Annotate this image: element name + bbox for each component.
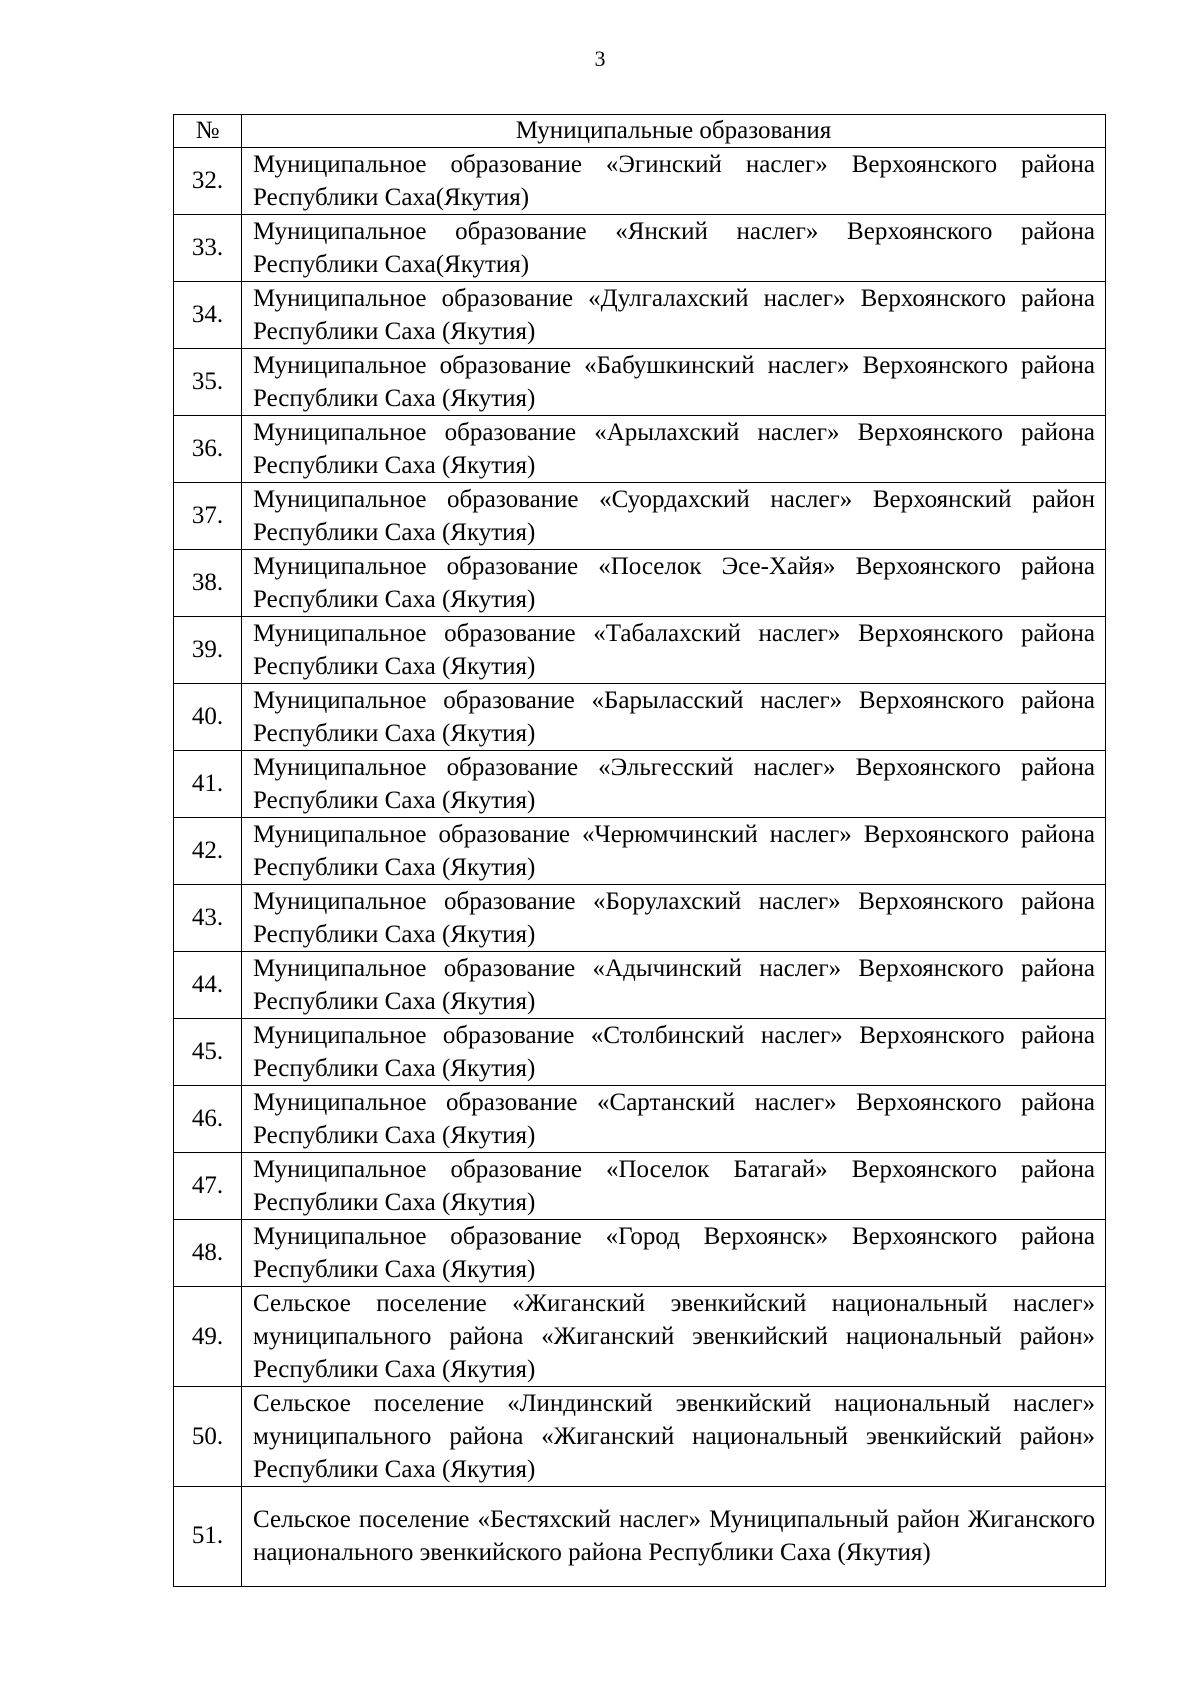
row-name: Муниципальное образование «Бабушкинский наслег» Верхоянского района Республики Саха (Якутия) bbox=[242, 349, 1106, 416]
row-name: Муниципальное образование «Столбинский наслег» Верхоянского района Республики Саха (Якутия) bbox=[242, 1019, 1106, 1086]
row-name: Муниципальное образование «Янский наслег» Верхоянского района Республики Саха(Якутия) bbox=[242, 215, 1106, 282]
table-row bbox=[174, 416, 1106, 483]
row-number: 44. bbox=[174, 952, 242, 1019]
row-name: Муниципальное образование «Поселок Батагай» Верхоянского района Республики Саха (Якутия) bbox=[242, 1153, 1106, 1220]
row-name: Муниципальное образование «Табалахский наслег» Верхоянского района Республики Саха (Якутия) bbox=[242, 617, 1106, 684]
table-row bbox=[174, 818, 1106, 885]
row-number: 50. bbox=[174, 1387, 242, 1487]
row-number: 39. bbox=[174, 617, 242, 684]
header-number: № bbox=[174, 115, 242, 148]
row-name: Муниципальное образование «Дулгалахский наслег» Верхоянского района Республики Саха (Якутия) bbox=[242, 282, 1106, 349]
row-name: Муниципальное образование «Черюмчинский наслег» Верхоянского района Республики Саха (Якутия) bbox=[242, 818, 1106, 885]
table-header-row bbox=[174, 115, 1106, 148]
row-name: Муниципальное образование «Борулахский наслег» Верхоянского района Республики Саха (Якутия) bbox=[242, 885, 1106, 952]
row-name: Сельское поселение «Жиганский эвенкийский национальный наслег» муниципального района «Жиганский эвенкийский национальный район» Республики Саха (Якутия) bbox=[242, 1287, 1106, 1387]
table-row bbox=[174, 1387, 1106, 1487]
row-number: 40. bbox=[174, 684, 242, 751]
table-row bbox=[174, 148, 1106, 215]
row-number: 48. bbox=[174, 1220, 242, 1287]
row-number: 46. bbox=[174, 1086, 242, 1153]
row-name: Муниципальное образование «Сартанский наслег» Верхоянского района Республики Саха (Якутия) bbox=[242, 1086, 1106, 1153]
row-name: Муниципальное образование «Адычинский наслег» Верхоянского района Республики Саха (Якутия) bbox=[242, 952, 1106, 1019]
table-row bbox=[174, 1287, 1106, 1387]
table-row bbox=[174, 1019, 1106, 1086]
row-name: Сельское поселение «Бестяхский наслег» Муниципальный район Жиганского национального эвенкийского района Республики Саха (Якутия) bbox=[242, 1487, 1106, 1587]
table-row bbox=[174, 885, 1106, 952]
row-name: Муниципальное образование «Город Верхоянск» Верхоянского района Республики Саха (Якутия) bbox=[242, 1220, 1106, 1287]
row-number: 43. bbox=[174, 885, 242, 952]
row-name: Муниципальное образование «Эгинский наслег» Верхоянского района Республики Саха(Якутия) bbox=[242, 148, 1106, 215]
table-row bbox=[174, 483, 1106, 550]
row-number: 37. bbox=[174, 483, 242, 550]
row-number: 42. bbox=[174, 818, 242, 885]
row-name: Муниципальное образование «Арылахский наслег» Верхоянского района Республики Саха (Якутия) bbox=[242, 416, 1106, 483]
page-number: 3 bbox=[594, 46, 606, 71]
table-row bbox=[174, 1153, 1106, 1220]
table-row bbox=[174, 550, 1106, 617]
table-row bbox=[174, 1086, 1106, 1153]
row-name: Сельское поселение «Линдинский эвенкийский национальный наслег» муниципального района «Жиганский национальный эвенкийский район» Республики Саха (Якутия) bbox=[242, 1387, 1106, 1487]
table-row bbox=[174, 1220, 1106, 1287]
row-number: 47. bbox=[174, 1153, 242, 1220]
row-number: 34. bbox=[174, 282, 242, 349]
header-municipalities: Муниципальные образования bbox=[242, 115, 1106, 148]
row-number: 45. bbox=[174, 1019, 242, 1086]
table-row bbox=[174, 349, 1106, 416]
row-number: 33. bbox=[174, 215, 242, 282]
table-row bbox=[174, 1487, 1106, 1587]
row-number: 38. bbox=[174, 550, 242, 617]
row-number: 32. bbox=[174, 148, 242, 215]
row-number: 36. bbox=[174, 416, 242, 483]
table-row bbox=[174, 684, 1106, 751]
row-name: Муниципальное образование «Суордахский наслег» Верхоянский район Республики Саха (Якутия) bbox=[242, 483, 1106, 550]
table-row bbox=[174, 952, 1106, 1019]
table-row bbox=[174, 282, 1106, 349]
row-name: Муниципальное образование «Барыласский наслег» Верхоянского района Республики Саха (Якутия) bbox=[242, 684, 1106, 751]
table-row bbox=[174, 215, 1106, 282]
row-number: 41. bbox=[174, 751, 242, 818]
row-name: Муниципальное образование «Поселок Эсе-Хайя» Верхоянского района Республики Саха (Якутия) bbox=[242, 550, 1106, 617]
row-number: 51. bbox=[174, 1487, 242, 1587]
table-row bbox=[174, 617, 1106, 684]
municipalities-table bbox=[173, 114, 1106, 1587]
row-name: Муниципальное образование «Эльгесский наслег» Верхоянского района Республики Саха (Якутия) bbox=[242, 751, 1106, 818]
table-row bbox=[174, 751, 1106, 818]
row-number: 49. bbox=[174, 1287, 242, 1387]
row-number: 35. bbox=[174, 349, 242, 416]
